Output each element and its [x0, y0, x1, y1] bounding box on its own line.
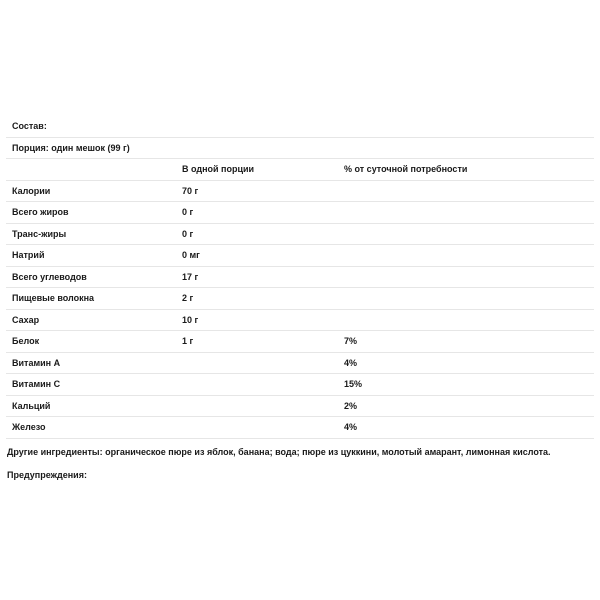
- nutrient-daily-value: 7%: [338, 331, 594, 353]
- table-row: [6, 180, 594, 202]
- table-row: [6, 223, 594, 245]
- nutrient-daily-value: [338, 202, 594, 224]
- nutrient-name: Кальций: [6, 395, 176, 417]
- nutrient-daily-value: [338, 266, 594, 288]
- nutrient-daily-value: 4%: [338, 417, 594, 439]
- nutrient-amount: [176, 417, 338, 439]
- nutrient-amount: 0 г: [176, 223, 338, 245]
- nutrient-amount: [176, 395, 338, 417]
- table-row: [6, 352, 594, 374]
- serving-row: [6, 137, 594, 159]
- nutrient-amount: 70 г: [176, 180, 338, 202]
- serving-size: Порция: один мешок (99 г): [6, 137, 594, 159]
- header-empty: [6, 159, 176, 181]
- other-ingredients: Другие ингредиенты: органическое пюре из яблок, банана; вода; пюре из цуккини, молотый амарант, лимонная кислота.: [7, 447, 551, 457]
- nutrient-name: Железо: [6, 417, 176, 439]
- table-row: [6, 374, 594, 396]
- nutrient-amount: 0 г: [176, 202, 338, 224]
- nutrient-daily-value: 4%: [338, 352, 594, 374]
- nutrient-name: Калории: [6, 180, 176, 202]
- nutrient-amount: 10 г: [176, 309, 338, 331]
- warnings-label: Предупреждения:: [7, 470, 87, 480]
- header-row: [6, 159, 594, 181]
- table-row: [6, 202, 594, 224]
- header-daily-value: % от суточной потребности: [338, 159, 594, 181]
- nutrient-name: Белок: [6, 331, 176, 353]
- nutrient-daily-value: [338, 245, 594, 267]
- nutrient-name: Всего углеводов: [6, 266, 176, 288]
- table-row: [6, 395, 594, 417]
- table-row: [6, 417, 594, 439]
- nutrient-name: Витамин A: [6, 352, 176, 374]
- nutrient-name: Натрий: [6, 245, 176, 267]
- nutrient-amount: [176, 374, 338, 396]
- nutrient-name: Транс-жиры: [6, 223, 176, 245]
- nutrient-name: Всего жиров: [6, 202, 176, 224]
- table-row: [6, 309, 594, 331]
- nutrient-daily-value: [338, 288, 594, 310]
- table-row: [6, 266, 594, 288]
- nutrient-name: Сахар: [6, 309, 176, 331]
- table-row: [6, 288, 594, 310]
- nutrient-amount: 0 мг: [176, 245, 338, 267]
- nutrient-daily-value: [338, 180, 594, 202]
- nutrient-daily-value: 15%: [338, 374, 594, 396]
- nutrient-amount: 17 г: [176, 266, 338, 288]
- composition-row: [6, 116, 594, 137]
- nutrition-table: [6, 116, 594, 439]
- header-per-serving: В одной порции: [176, 159, 338, 181]
- nutrient-daily-value: 2%: [338, 395, 594, 417]
- nutrient-name: Пищевые волокна: [6, 288, 176, 310]
- table-row: [6, 245, 594, 267]
- nutrient-amount: 2 г: [176, 288, 338, 310]
- nutrient-daily-value: [338, 223, 594, 245]
- nutrient-daily-value: [338, 309, 594, 331]
- nutrient-amount: [176, 352, 338, 374]
- nutrient-amount: 1 г: [176, 331, 338, 353]
- table-row: [6, 331, 594, 353]
- nutrient-name: Витамин C: [6, 374, 176, 396]
- composition-label: Состав:: [6, 116, 594, 137]
